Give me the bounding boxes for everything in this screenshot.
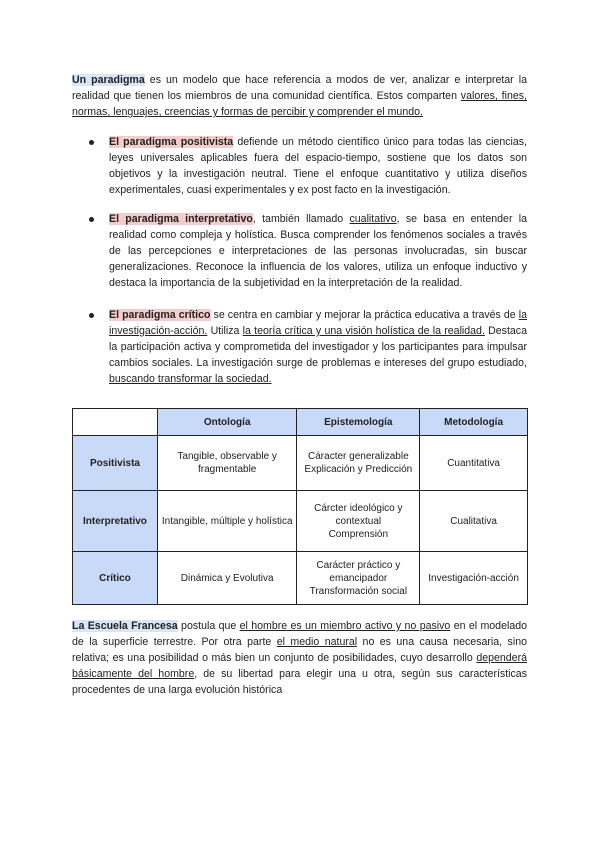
bullet-underlined: cualitativo [349,213,397,225]
bullet-dot-icon [89,140,94,145]
cell-line: Cárcter ideológico y contextual [314,502,403,527]
table-header-row [73,409,528,436]
bullet-critico [109,307,527,387]
table-corner-cell [73,409,158,436]
final-text: , de su libertad para elegir una u otra, según sus características procedentes de una larga evolución histórica [72,668,527,696]
paradigm-table [72,408,528,605]
cell-ontologia: Tangible, observable y fragmentable [157,436,297,491]
bullet-interpretativo [109,211,527,291]
cell-ontologia: Intangible, múltiple y holística [157,491,297,552]
column-header-ontologia: Ontología [157,409,297,436]
table-row [73,491,528,552]
row-header-positivista: Positivista [73,436,158,491]
intro-highlight: Un paradigma [72,74,145,86]
final-underlined: el hombre es un miembro activo y no pasivo [239,620,451,632]
cell-line: Explicación y Predicción [304,464,413,475]
intro-underlined: valores, fines, normas, lenguajes, creencias y formas de percibir y comprender el mundo. [72,90,528,118]
column-header-epistemologia: Epistemología [297,409,420,436]
intro-text: es un modelo que hace referencia a modos de ver, analizar e interpretar la realidad que tienen los miembros de una comunidad científica. Estos comparten [72,74,527,102]
cell-metodologia: Cualitativa [420,491,528,552]
final-text: en el modelado de la superficie terrestre. Por otra parte [72,620,527,648]
final-paragraph [72,618,527,698]
bullet-highlight: El paradigma interpretativo [109,213,253,225]
bullet-highlight: El paradigma positivista [109,136,234,148]
bullet-text: se centra en cambiar y mejorar la práctica educativa a través de [210,309,519,321]
table-row [73,436,528,491]
bullet-text: defiende un método científico único para todas las ciencias, leyes universales aplicables fuera del espacio-tiempo, sostiene que los datos son objetivos y la investigación neutral. Tiene el enfoque cuantitativo y utiliza diseños experimentales, cuasi experimentales y ex post facto en la investigación. [109,136,527,196]
cell-line: Carácter práctico y emancipador [316,559,401,584]
final-text: no es una causa necesaria, sino relativa; es una posibilidad o más bien un conjunto de posibilidades, cuyo desarrollo [72,636,527,664]
bullet-highlight: El paradigma crítico [109,309,211,321]
bullet-text: Utiliza [207,325,243,337]
cell-epistemologia [297,552,420,605]
bullet-text: , se basa en entender la realidad como compleja y holística. Busca comprender los fenómenos sociales a través de las percepciones e interpretaciones de las personas involucradas, sin buscar generalizaciones. Reconoce la influencia de los valores, utiliza un enfoque inductivo y destaca la importancia de la subjetividad en la interpretación de la realidad. [109,213,528,289]
bullet-dot-icon [89,313,94,318]
final-underlined: dependerá básicamente del hombre [72,652,527,680]
cell-metodologia: Investigación-acción [420,552,528,605]
bullet-dot-icon [89,217,94,222]
final-text: postula que [177,620,240,632]
bullet-underlined: la investigación-acción. [109,309,527,337]
row-header-interpretativo: Interpretativo [73,491,158,552]
cell-epistemologia [297,436,420,491]
cell-epistemologia [297,491,420,552]
final-highlight: La Escuela Francesa [72,620,178,632]
cell-line: Transformación social [309,585,408,597]
bullet-underlined: buscando transformar la sociedad. [109,373,272,385]
bullet-text: Destaca la participación activa y comprometida del investigador y los participantes para impulsar cambios sociales. La investigación surge de problemas e intereses del grupo estudiado, [109,325,527,369]
intro-paragraph [72,72,527,120]
bullet-positivista [109,134,527,198]
bullet-text: , también llamado [252,213,350,225]
cell-line: Comprensión [328,528,389,540]
column-header-metodologia: Metodología [420,409,528,436]
cell-metodologia: Cuantitativa [420,436,528,491]
row-header-critico: Crítico [73,552,158,605]
table-row [73,552,528,605]
final-underlined: el medio natural [276,636,358,648]
bullet-underlined: la teoría crítica y una visión holística de la realidad. [242,325,485,337]
cell-line: Cáracter generalizable [308,451,409,462]
cell-ontologia: Dinámica y Evolutiva [157,552,297,605]
